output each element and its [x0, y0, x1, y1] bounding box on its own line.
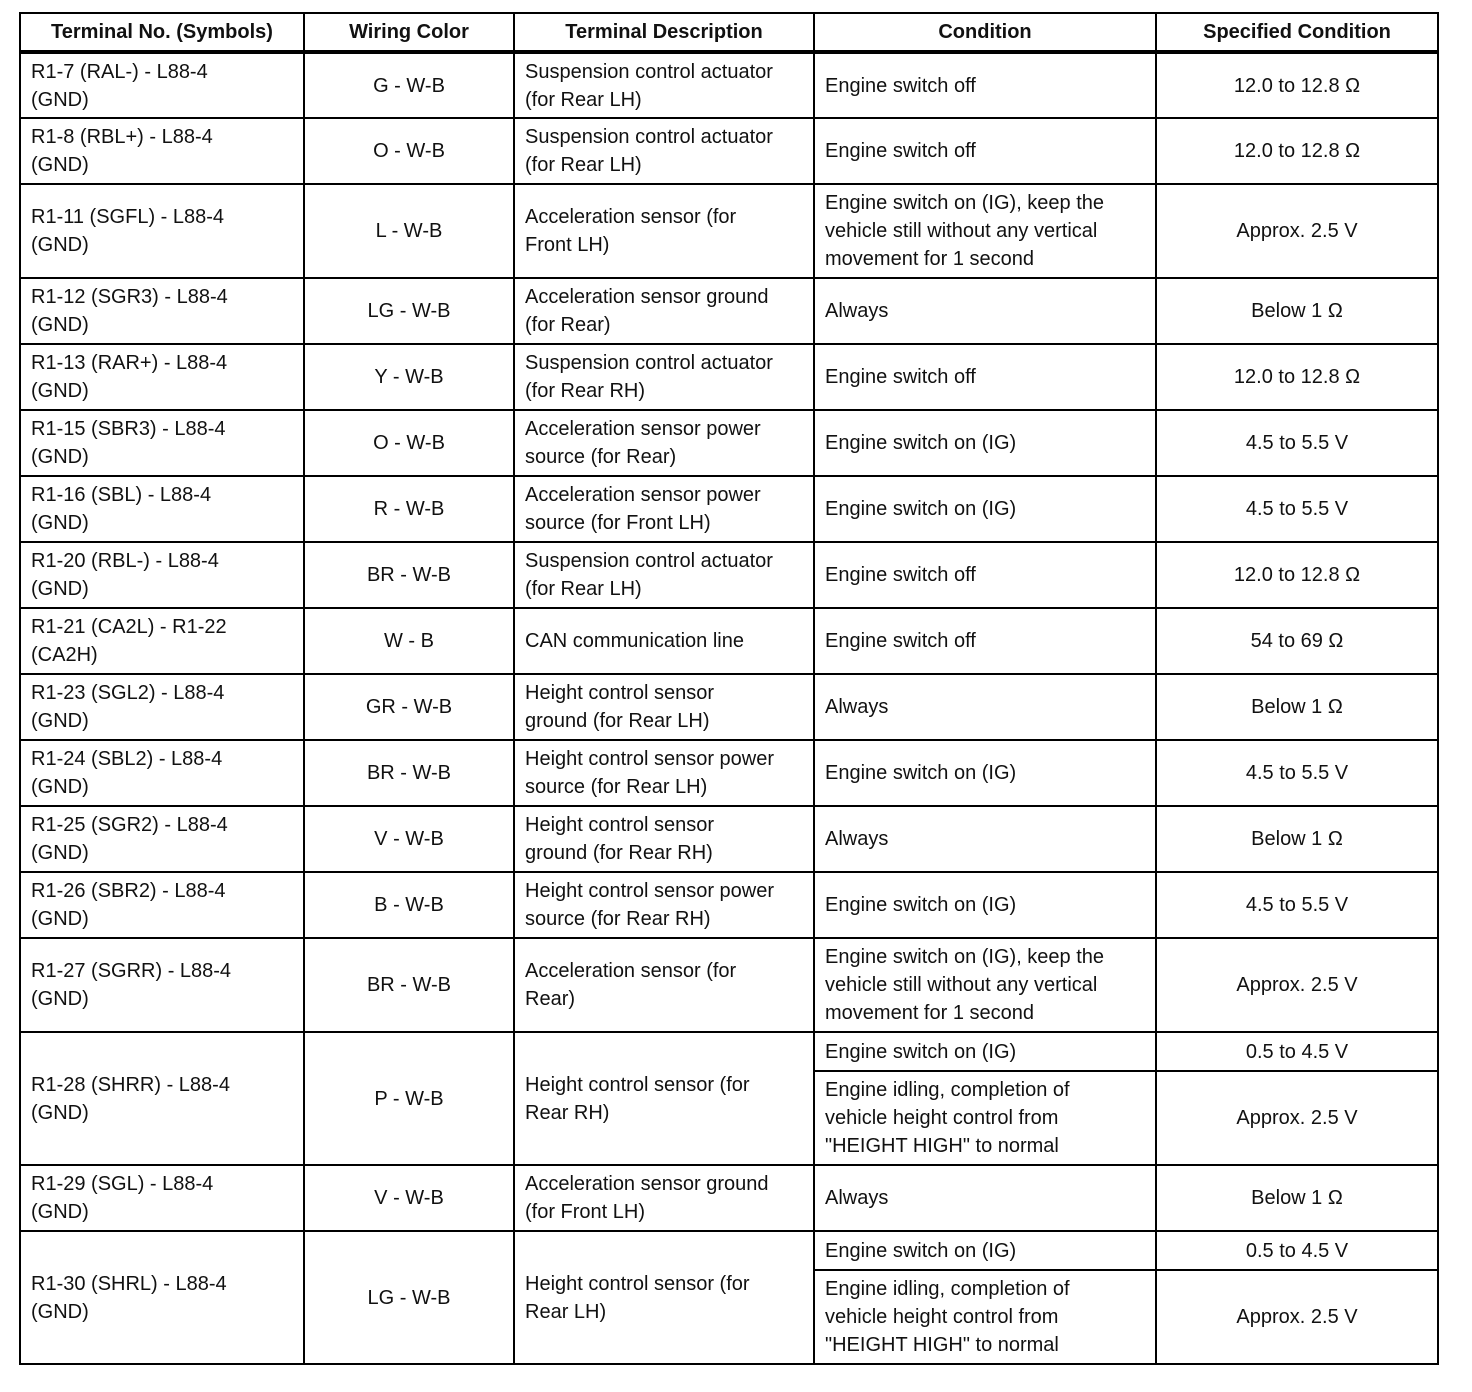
- condition-cell-line: "HEIGHT HIGH" to normal: [825, 1135, 1059, 1157]
- specified-condition-cell: Below 1 Ω: [1156, 1165, 1438, 1231]
- terminal-cell-line: R1-24 (SBL2) - L88-4: [31, 748, 223, 770]
- specified-condition-cell: 4.5 to 5.5 V: [1156, 872, 1438, 938]
- description-cell: [514, 410, 814, 476]
- description-cell: [514, 52, 814, 118]
- terminal-cell: [20, 1032, 304, 1165]
- terminal-cell-line: (GND): [31, 154, 89, 176]
- description-cell: [514, 938, 814, 1032]
- description-cell: [514, 608, 814, 674]
- wiring-color-cell: R - W-B: [304, 476, 514, 542]
- terminal-cell-line: (GND): [31, 710, 89, 732]
- description-cell: [514, 278, 814, 344]
- terminal-cell-line: (GND): [31, 234, 89, 256]
- condition-cell-line: vehicle still without any vertical: [825, 974, 1098, 996]
- condition-cell-line: Engine switch off: [825, 74, 976, 97]
- terminal-cell-line: (GND): [31, 446, 89, 468]
- description-cell: [514, 740, 814, 806]
- terminal-cell: [20, 278, 304, 344]
- condition-cell-line: Engine switch on (IG): [825, 498, 1017, 520]
- terminal-cell: [20, 1165, 304, 1231]
- header-terminal-description: Terminal Description: [514, 13, 814, 52]
- terminal-cell: [20, 674, 304, 740]
- specified-condition-cell: 4.5 to 5.5 V: [1156, 740, 1438, 806]
- condition-cell: [814, 278, 1156, 344]
- condition-cell: [814, 1071, 1156, 1165]
- specified-condition-cell: 0.5 to 4.5 V: [1156, 1231, 1438, 1270]
- condition-cell-line: Engine switch on (IG), keep the: [825, 946, 1105, 968]
- description-cell-line: Suspension control actuator: [525, 550, 773, 572]
- terminal-cell-line: (GND): [31, 776, 89, 798]
- terminal-cell: [20, 938, 304, 1032]
- terminal-cell-line: R1-28 (SHRR) - L88-4: [31, 1073, 230, 1096]
- terminal-cell: [20, 542, 304, 608]
- description-cell: [514, 118, 814, 184]
- terminal-cell: [20, 740, 304, 806]
- condition-cell: [814, 938, 1156, 1032]
- condition-cell: [814, 542, 1156, 608]
- description-cell-line: ground (for Rear LH): [525, 710, 710, 732]
- description-cell-line: Height control sensor: [525, 682, 714, 704]
- table-row: [20, 118, 1438, 184]
- specified-condition-cell: Below 1 Ω: [1156, 278, 1438, 344]
- table-row: [20, 278, 1438, 344]
- wiring-color-cell: W - B: [304, 608, 514, 674]
- condition-cell: [814, 806, 1156, 872]
- description-cell-line: ground (for Rear RH): [525, 842, 713, 864]
- description-cell-line: source (for Rear RH): [525, 908, 711, 930]
- condition-cell-line: "HEIGHT HIGH" to normal: [825, 1334, 1059, 1356]
- wiring-color-cell: O - W-B: [304, 118, 514, 184]
- description-cell-line: Rear): [525, 988, 576, 1010]
- wiring-color-cell: BR - W-B: [304, 542, 514, 608]
- terminal-cell-line: R1-25 (SGR2) - L88-4: [31, 814, 228, 836]
- terminal-cell-line: R1-11 (SGFL) - L88-4: [31, 206, 225, 228]
- description-cell: [514, 674, 814, 740]
- specified-condition-cell: 12.0 to 12.8 Ω: [1156, 542, 1438, 608]
- description-cell: [514, 476, 814, 542]
- description-cell-line: Acceleration sensor (for: [525, 206, 737, 228]
- description-cell: [514, 872, 814, 938]
- specified-condition-cell: 0.5 to 4.5 V: [1156, 1032, 1438, 1071]
- description-cell-line: (for Rear): [525, 314, 611, 336]
- wiring-color-cell: GR - W-B: [304, 674, 514, 740]
- condition-cell-line: Engine switch on (IG): [825, 1239, 1017, 1262]
- condition-cell: [814, 184, 1156, 278]
- description-cell-line: Height control sensor: [525, 814, 714, 836]
- terminal-cell: [20, 184, 304, 278]
- terminal-cell-line: (GND): [31, 1201, 89, 1223]
- wiring-color-cell: V - W-B: [304, 806, 514, 872]
- description-cell-line: source (for Rear LH): [525, 776, 708, 798]
- terminal-cell-line: R1-27 (SGRR) - L88-4: [31, 960, 232, 982]
- terminal-cell-line: (GND): [31, 380, 89, 402]
- description-cell-line: Height control sensor (for: [525, 1272, 750, 1295]
- terminal-cell: [20, 344, 304, 410]
- description-cell-line: Suspension control actuator: [525, 60, 773, 83]
- description-cell: [514, 806, 814, 872]
- terminal-cell: [20, 410, 304, 476]
- condition-cell-line: Engine idling, completion of: [825, 1079, 1070, 1101]
- header-specified-condition: Specified Condition: [1156, 13, 1438, 52]
- terminal-cell-line: (GND): [31, 842, 89, 864]
- terminal-cell-line: (GND): [31, 314, 89, 336]
- table-row: [20, 542, 1438, 608]
- description-cell-line: Height control sensor (for: [525, 1073, 750, 1096]
- table-row: [20, 344, 1438, 410]
- condition-cell-line: Engine switch off: [825, 564, 976, 586]
- specified-condition-cell: Below 1 Ω: [1156, 806, 1438, 872]
- condition-cell-line: Engine switch on (IG), keep the: [825, 192, 1105, 214]
- condition-cell-line: Always: [825, 828, 889, 850]
- terminal-cell-line: (GND): [31, 988, 89, 1010]
- terminal-cell-line: R1-23 (SGL2) - L88-4: [31, 682, 225, 704]
- condition-cell-line: Always: [825, 696, 889, 718]
- condition-cell: [814, 872, 1156, 938]
- terminal-cell-line: (GND): [31, 1101, 89, 1124]
- table-row: [20, 1165, 1438, 1231]
- terminal-inspection-table: [19, 12, 1439, 1365]
- wiring-color-cell: Y - W-B: [304, 344, 514, 410]
- wiring-color-cell: V - W-B: [304, 1165, 514, 1231]
- description-cell-line: (for Rear LH): [525, 578, 642, 600]
- description-cell-line: Acceleration sensor (for: [525, 960, 737, 982]
- description-cell: [514, 344, 814, 410]
- condition-cell: [814, 740, 1156, 806]
- condition-cell-line: Engine idling, completion of: [825, 1278, 1070, 1300]
- terminal-cell: [20, 806, 304, 872]
- condition-cell-line: Engine switch off: [825, 140, 976, 162]
- description-cell-line: Acceleration sensor power: [525, 418, 761, 440]
- condition-cell-line: movement for 1 second: [825, 1002, 1034, 1024]
- terminal-cell: [20, 608, 304, 674]
- condition-cell-line: Engine switch off: [825, 630, 976, 652]
- table-body: [20, 52, 1438, 1364]
- description-cell-line: Front LH): [525, 234, 610, 256]
- description-cell-line: (for Rear LH): [525, 88, 642, 111]
- wiring-color-cell: LG - W-B: [304, 1231, 514, 1364]
- terminal-cell-line: R1-15 (SBR3) - L88-4: [31, 418, 226, 440]
- description-cell: [514, 1032, 814, 1165]
- description-cell-line: Rear LH): [525, 1300, 607, 1323]
- terminal-cell-line: (GND): [31, 908, 89, 930]
- condition-cell: [814, 476, 1156, 542]
- description-cell-line: Suspension control actuator: [525, 126, 773, 148]
- description-cell: [514, 1231, 814, 1364]
- specified-condition-cell: Approx. 2.5 V: [1156, 1270, 1438, 1364]
- condition-cell-line: Always: [825, 300, 889, 322]
- wiring-color-cell: B - W-B: [304, 872, 514, 938]
- wiring-color-cell: L - W-B: [304, 184, 514, 278]
- condition-cell-line: Always: [825, 1187, 889, 1209]
- specified-condition-cell: 54 to 69 Ω: [1156, 608, 1438, 674]
- description-cell-line: (for Rear LH): [525, 154, 642, 176]
- terminal-cell-line: (GND): [31, 88, 89, 111]
- terminal-cell-line: R1-29 (SGL) - L88-4: [31, 1173, 214, 1195]
- condition-cell-line: Engine switch off: [825, 366, 976, 388]
- wiring-color-cell: BR - W-B: [304, 740, 514, 806]
- specified-condition-cell: 12.0 to 12.8 Ω: [1156, 344, 1438, 410]
- description-cell-line: Acceleration sensor ground: [525, 1173, 769, 1195]
- specified-condition-cell: 12.0 to 12.8 Ω: [1156, 118, 1438, 184]
- terminal-cell-line: R1-16 (SBL) - L88-4: [31, 484, 212, 506]
- table-row: [20, 476, 1438, 542]
- table-row: [20, 938, 1438, 1032]
- wiring-color-cell: BR - W-B: [304, 938, 514, 1032]
- table-row: [20, 674, 1438, 740]
- condition-cell-line: vehicle still without any vertical: [825, 220, 1098, 242]
- terminal-cell-line: R1-20 (RBL-) - L88-4: [31, 550, 219, 572]
- description-cell-line: Height control sensor power: [525, 880, 775, 902]
- condition-cell-line: vehicle height control from: [825, 1107, 1059, 1129]
- terminal-cell-line: (GND): [31, 578, 89, 600]
- terminal-cell: [20, 476, 304, 542]
- terminal-cell-line: R1-7 (RAL-) - L88-4: [31, 60, 208, 83]
- header-wiring-color: Wiring Color: [304, 13, 514, 52]
- condition-cell: [814, 674, 1156, 740]
- condition-cell: [814, 1165, 1156, 1231]
- description-cell: [514, 1165, 814, 1231]
- table-row: [20, 872, 1438, 938]
- condition-cell: [814, 1032, 1156, 1071]
- condition-cell-line: Engine switch on (IG): [825, 1040, 1017, 1063]
- description-cell-line: Height control sensor power: [525, 748, 775, 770]
- specified-condition-cell: Approx. 2.5 V: [1156, 938, 1438, 1032]
- description-cell: [514, 542, 814, 608]
- condition-cell: [814, 118, 1156, 184]
- specified-condition-cell: 4.5 to 5.5 V: [1156, 410, 1438, 476]
- condition-cell: [814, 608, 1156, 674]
- condition-cell-line: Engine switch on (IG): [825, 432, 1017, 454]
- terminal-cell: [20, 1231, 304, 1364]
- description-cell-line: Acceleration sensor ground: [525, 286, 769, 308]
- specified-condition-cell: 4.5 to 5.5 V: [1156, 476, 1438, 542]
- specified-condition-cell: Approx. 2.5 V: [1156, 1071, 1438, 1165]
- condition-cell: [814, 1231, 1156, 1270]
- header-condition: Condition: [814, 13, 1156, 52]
- table-row: [20, 1231, 1438, 1270]
- terminal-cell-line: (GND): [31, 512, 89, 534]
- condition-cell-line: vehicle height control from: [825, 1306, 1059, 1328]
- wiring-color-cell: P - W-B: [304, 1032, 514, 1165]
- terminal-cell-line: R1-8 (RBL+) - L88-4: [31, 126, 213, 148]
- condition-cell: [814, 410, 1156, 476]
- specified-condition-cell: 12.0 to 12.8 Ω: [1156, 52, 1438, 118]
- description-cell-line: source (for Rear): [525, 446, 677, 468]
- description-cell-line: Rear RH): [525, 1101, 610, 1124]
- table-row: [20, 184, 1438, 278]
- description-cell: [514, 184, 814, 278]
- wiring-color-cell: LG - W-B: [304, 278, 514, 344]
- table-row: [20, 1032, 1438, 1071]
- description-cell-line: (for Rear RH): [525, 380, 646, 402]
- terminal-cell-line: (GND): [31, 1300, 89, 1323]
- condition-cell: [814, 52, 1156, 118]
- header-row: [20, 13, 1438, 52]
- terminal-cell: [20, 52, 304, 118]
- terminal-cell: [20, 872, 304, 938]
- wiring-color-cell: G - W-B: [304, 52, 514, 118]
- table-row: [20, 740, 1438, 806]
- terminal-cell-line: R1-21 (CA2L) - R1-22: [31, 616, 227, 638]
- condition-cell: [814, 344, 1156, 410]
- condition-cell: [814, 1270, 1156, 1364]
- terminal-cell-line: R1-13 (RAR+) - L88-4: [31, 352, 228, 374]
- table-row: [20, 806, 1438, 872]
- terminal-cell: [20, 118, 304, 184]
- wiring-color-cell: O - W-B: [304, 410, 514, 476]
- condition-cell-line: Engine switch on (IG): [825, 894, 1017, 916]
- terminal-cell-line: R1-30 (SHRL) - L88-4: [31, 1272, 227, 1295]
- table-row: [20, 608, 1438, 674]
- description-cell-line: source (for Front LH): [525, 512, 711, 534]
- description-cell-line: (for Front LH): [525, 1201, 646, 1223]
- description-cell-line: Acceleration sensor power: [525, 484, 761, 506]
- table-row: [20, 52, 1438, 118]
- terminal-cell-line: R1-12 (SGR3) - L88-4: [31, 286, 228, 308]
- table-row: [20, 410, 1438, 476]
- terminal-cell-line: R1-26 (SBR2) - L88-4: [31, 880, 226, 902]
- specified-condition-cell: Below 1 Ω: [1156, 674, 1438, 740]
- condition-cell-line: Engine switch on (IG): [825, 762, 1017, 784]
- specified-condition-cell: Approx. 2.5 V: [1156, 184, 1438, 278]
- condition-cell-line: movement for 1 second: [825, 248, 1034, 270]
- header-terminal: Terminal No. (Symbols): [20, 13, 304, 52]
- description-cell-line: CAN communication line: [525, 630, 744, 652]
- description-cell-line: Suspension control actuator: [525, 352, 773, 374]
- terminal-cell-line: (CA2H): [31, 644, 98, 666]
